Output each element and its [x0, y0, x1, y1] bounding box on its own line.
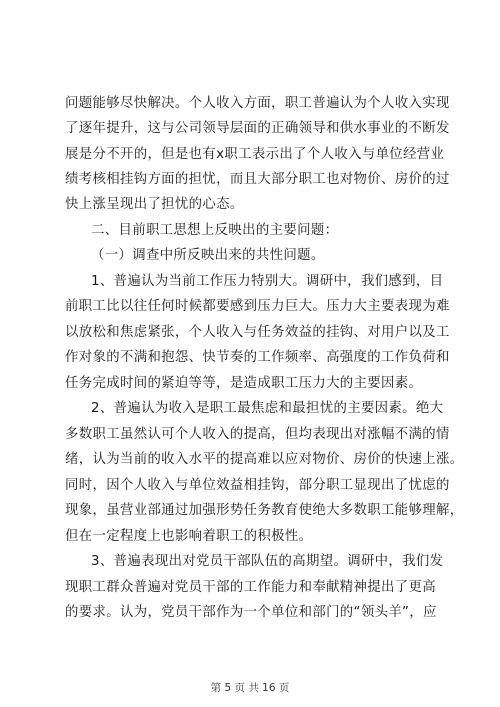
text-line: 以放松和焦虑紧张，个人收入与任务效益的挂钩、对用户以及工 — [65, 325, 450, 340]
text-line: 但在一定程度上也影响着职工的积极性。 — [65, 529, 313, 544]
text-line: 展是分不开的，但是也有x职工表示出了个人收入与单位经营业 — [65, 147, 445, 162]
text-line: 快上涨呈现出了担忧的心态。 — [65, 197, 244, 212]
page-footer: 第 5 页 共 16 页 — [210, 682, 290, 694]
text-line: 2、普遍认为收入是职工最焦虑和最担忧的主要因素。绝大 — [91, 401, 444, 416]
text-line: 多数职工虽然认可个人收入的提高，但均表现出对涨幅不满的情 — [65, 427, 450, 442]
text-line: 同时，因个人收入与单位效益相挂钩，部分职工显现出了忧虑的 — [65, 478, 450, 493]
text-line: 任务完成时间的紧迫等等，是造成职工压力大的主要因素。 — [65, 376, 423, 391]
text-line: 1、普遍认为当前工作压力特别大。调研中，我们感到，目 — [91, 274, 444, 289]
text-line: 绩考核相挂钩方面的担忧，而且大部分职工也对物价、房价的过 — [65, 172, 450, 187]
text-line: 前职工比以往任何时候都要感到压力巨大。压力大主要表现为难 — [65, 299, 450, 314]
text-line: 问题能够尽快解决。个人收入方面，职工普遍认为个人收入实现 — [65, 96, 450, 111]
text-line: 作对象的不满和抱怨、快节奏的工作频率、高强度的工作负荷和 — [65, 350, 450, 365]
text-line: 现象，虽营业部通过加强形势任务教育使绝大多数职工能够理解， — [65, 503, 464, 518]
text-line: 的要求。认为，党员干部作为一个单位和部门的“领头羊”，应 — [65, 605, 437, 620]
text-line: 3、普遍表现出对党员干部队伍的高期望。调研中，我们发 — [91, 554, 444, 569]
text-line: 绪，认为当前的收入水平的提高难以应对物价、房价的快速上涨。 — [65, 452, 464, 467]
section-heading: 二、目前职工思想上反映出的主要问题： — [91, 223, 339, 238]
text-line: 现职工群众普遍对党员干部的工作能力和奉献精神提出了更高 — [65, 580, 436, 595]
subsection-heading: （一）调查中所反映出来的共性问题。 — [91, 248, 325, 263]
text-line: 了逐年提升，这与公司领导层面的正确领导和供水事业的不断发 — [65, 121, 450, 136]
